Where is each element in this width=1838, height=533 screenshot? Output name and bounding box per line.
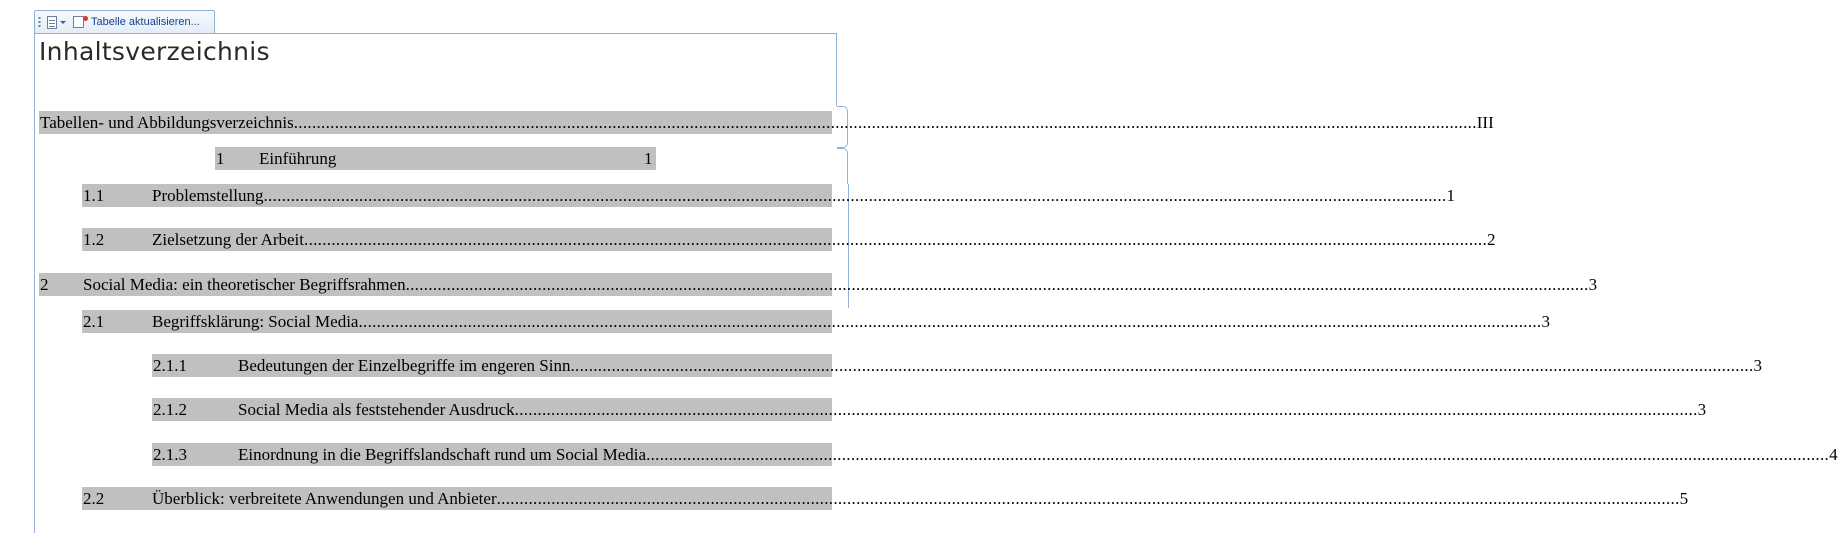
toc-entry-number: 2: [40, 275, 49, 294]
toc-entry[interactable]: [82, 310, 1550, 333]
toc-entry-title: Zielsetzung der Arbeit: [152, 230, 305, 249]
toc-entry-page: III: [1476, 113, 1494, 132]
toc-entry-leader: ....................................................................................................................................................................................................................................................................: [514, 400, 1698, 419]
content-control-frame-edge: [836, 34, 837, 106]
toc-entry-number: 2.1.2: [153, 400, 187, 419]
toc-heading: Inhaltsverzeichnis: [39, 37, 270, 66]
toc-entry-page: 4: [1829, 445, 1838, 464]
toc-entry[interactable]: [82, 184, 1455, 207]
toc-entry-number: 1.2: [83, 230, 105, 249]
toc-entry-page: 1: [644, 149, 653, 168]
toc-entry[interactable]: [82, 228, 1496, 251]
toc-entry[interactable]: [215, 147, 656, 170]
toc-entry-title: Tabellen- und Abbildungsverzeichnis: [40, 113, 294, 132]
toc-entry[interactable]: [39, 273, 1598, 296]
document-icon[interactable]: [47, 16, 57, 29]
toc-entry-number: 2.1: [83, 312, 105, 331]
toc-entry[interactable]: [82, 487, 1689, 510]
toc-entry-leader: ....................................................................................................................................................................................................................................................................: [405, 275, 1589, 294]
toc-entry-title: Problemstellung: [152, 186, 264, 205]
toc-entry-page: 3: [1541, 312, 1550, 331]
toc-entry-leader: ....................................................................................................................................................................................................................................................................: [293, 113, 1477, 132]
toc-entry-page: 3: [1753, 356, 1762, 375]
toc-entry-title: Einführung: [259, 149, 337, 168]
toc-entry-page: 1: [1446, 186, 1455, 205]
content-control-frame-edge: [837, 148, 848, 184]
toc-entry-title: Social Media: ein theoretischer Begriffsrahmen: [83, 275, 406, 294]
toc-entry[interactable]: [152, 354, 1762, 377]
content-control-tab[interactable]: [34, 10, 215, 33]
update-table-button[interactable]: Tabelle aktualisieren...: [91, 16, 200, 28]
toc-entry-leader: ....................................................................................................................................................................................................................................................................: [496, 489, 1680, 508]
toc-entry-title: Begriffsklärung: Social Media: [152, 312, 359, 331]
toc-entry-number: 2.1.3: [153, 445, 187, 464]
toc-entry-number: 1: [216, 149, 225, 168]
toc-entry-leader: ....................................................................................................................................................................................................................................................................: [304, 230, 1488, 249]
toc-entry-page: 5: [1679, 489, 1689, 508]
toc-entry-page: 3: [1697, 400, 1707, 419]
toc-entry-number: 2.2: [83, 489, 105, 508]
dropdown-caret-icon[interactable]: [60, 21, 66, 24]
toc-entry-number: 2.1.1: [153, 356, 187, 375]
toc-entry-leader: ....................................................................................................................................................................................................................................................................: [263, 186, 1447, 205]
toc-entry-leader: ....................................................................................................................................................................................................................................................................: [358, 312, 1542, 331]
toc-entry-number: 1.1: [83, 186, 105, 205]
toc-entry-leader: ....................................................................................................................................................................................................................................................................: [570, 356, 1754, 375]
update-table-icon[interactable]: [73, 16, 84, 28]
toc-entry-title: Einordnung in die Begriffslandschaft rund um Social Media: [238, 445, 647, 464]
toc-entry[interactable]: [152, 398, 1707, 421]
grip-icon[interactable]: [38, 16, 41, 29]
toc-entry-title: Social Media als feststehender Ausdruck: [238, 400, 515, 419]
toc-entry-leader: ....................................................................................................................................................................................................................................................................: [646, 445, 1830, 464]
toc-entry-page: 3: [1588, 275, 1598, 294]
toc-entry[interactable]: [39, 111, 1494, 134]
toc-entry-title: Bedeutungen der Einzelbegriffe im engeren Sinn: [238, 356, 571, 375]
toc-entry-title: Überblick: verbreitete Anwendungen und Anbieter: [152, 489, 497, 508]
toc-entry-page: 2: [1487, 230, 1496, 249]
toc-entry[interactable]: [152, 443, 1838, 466]
